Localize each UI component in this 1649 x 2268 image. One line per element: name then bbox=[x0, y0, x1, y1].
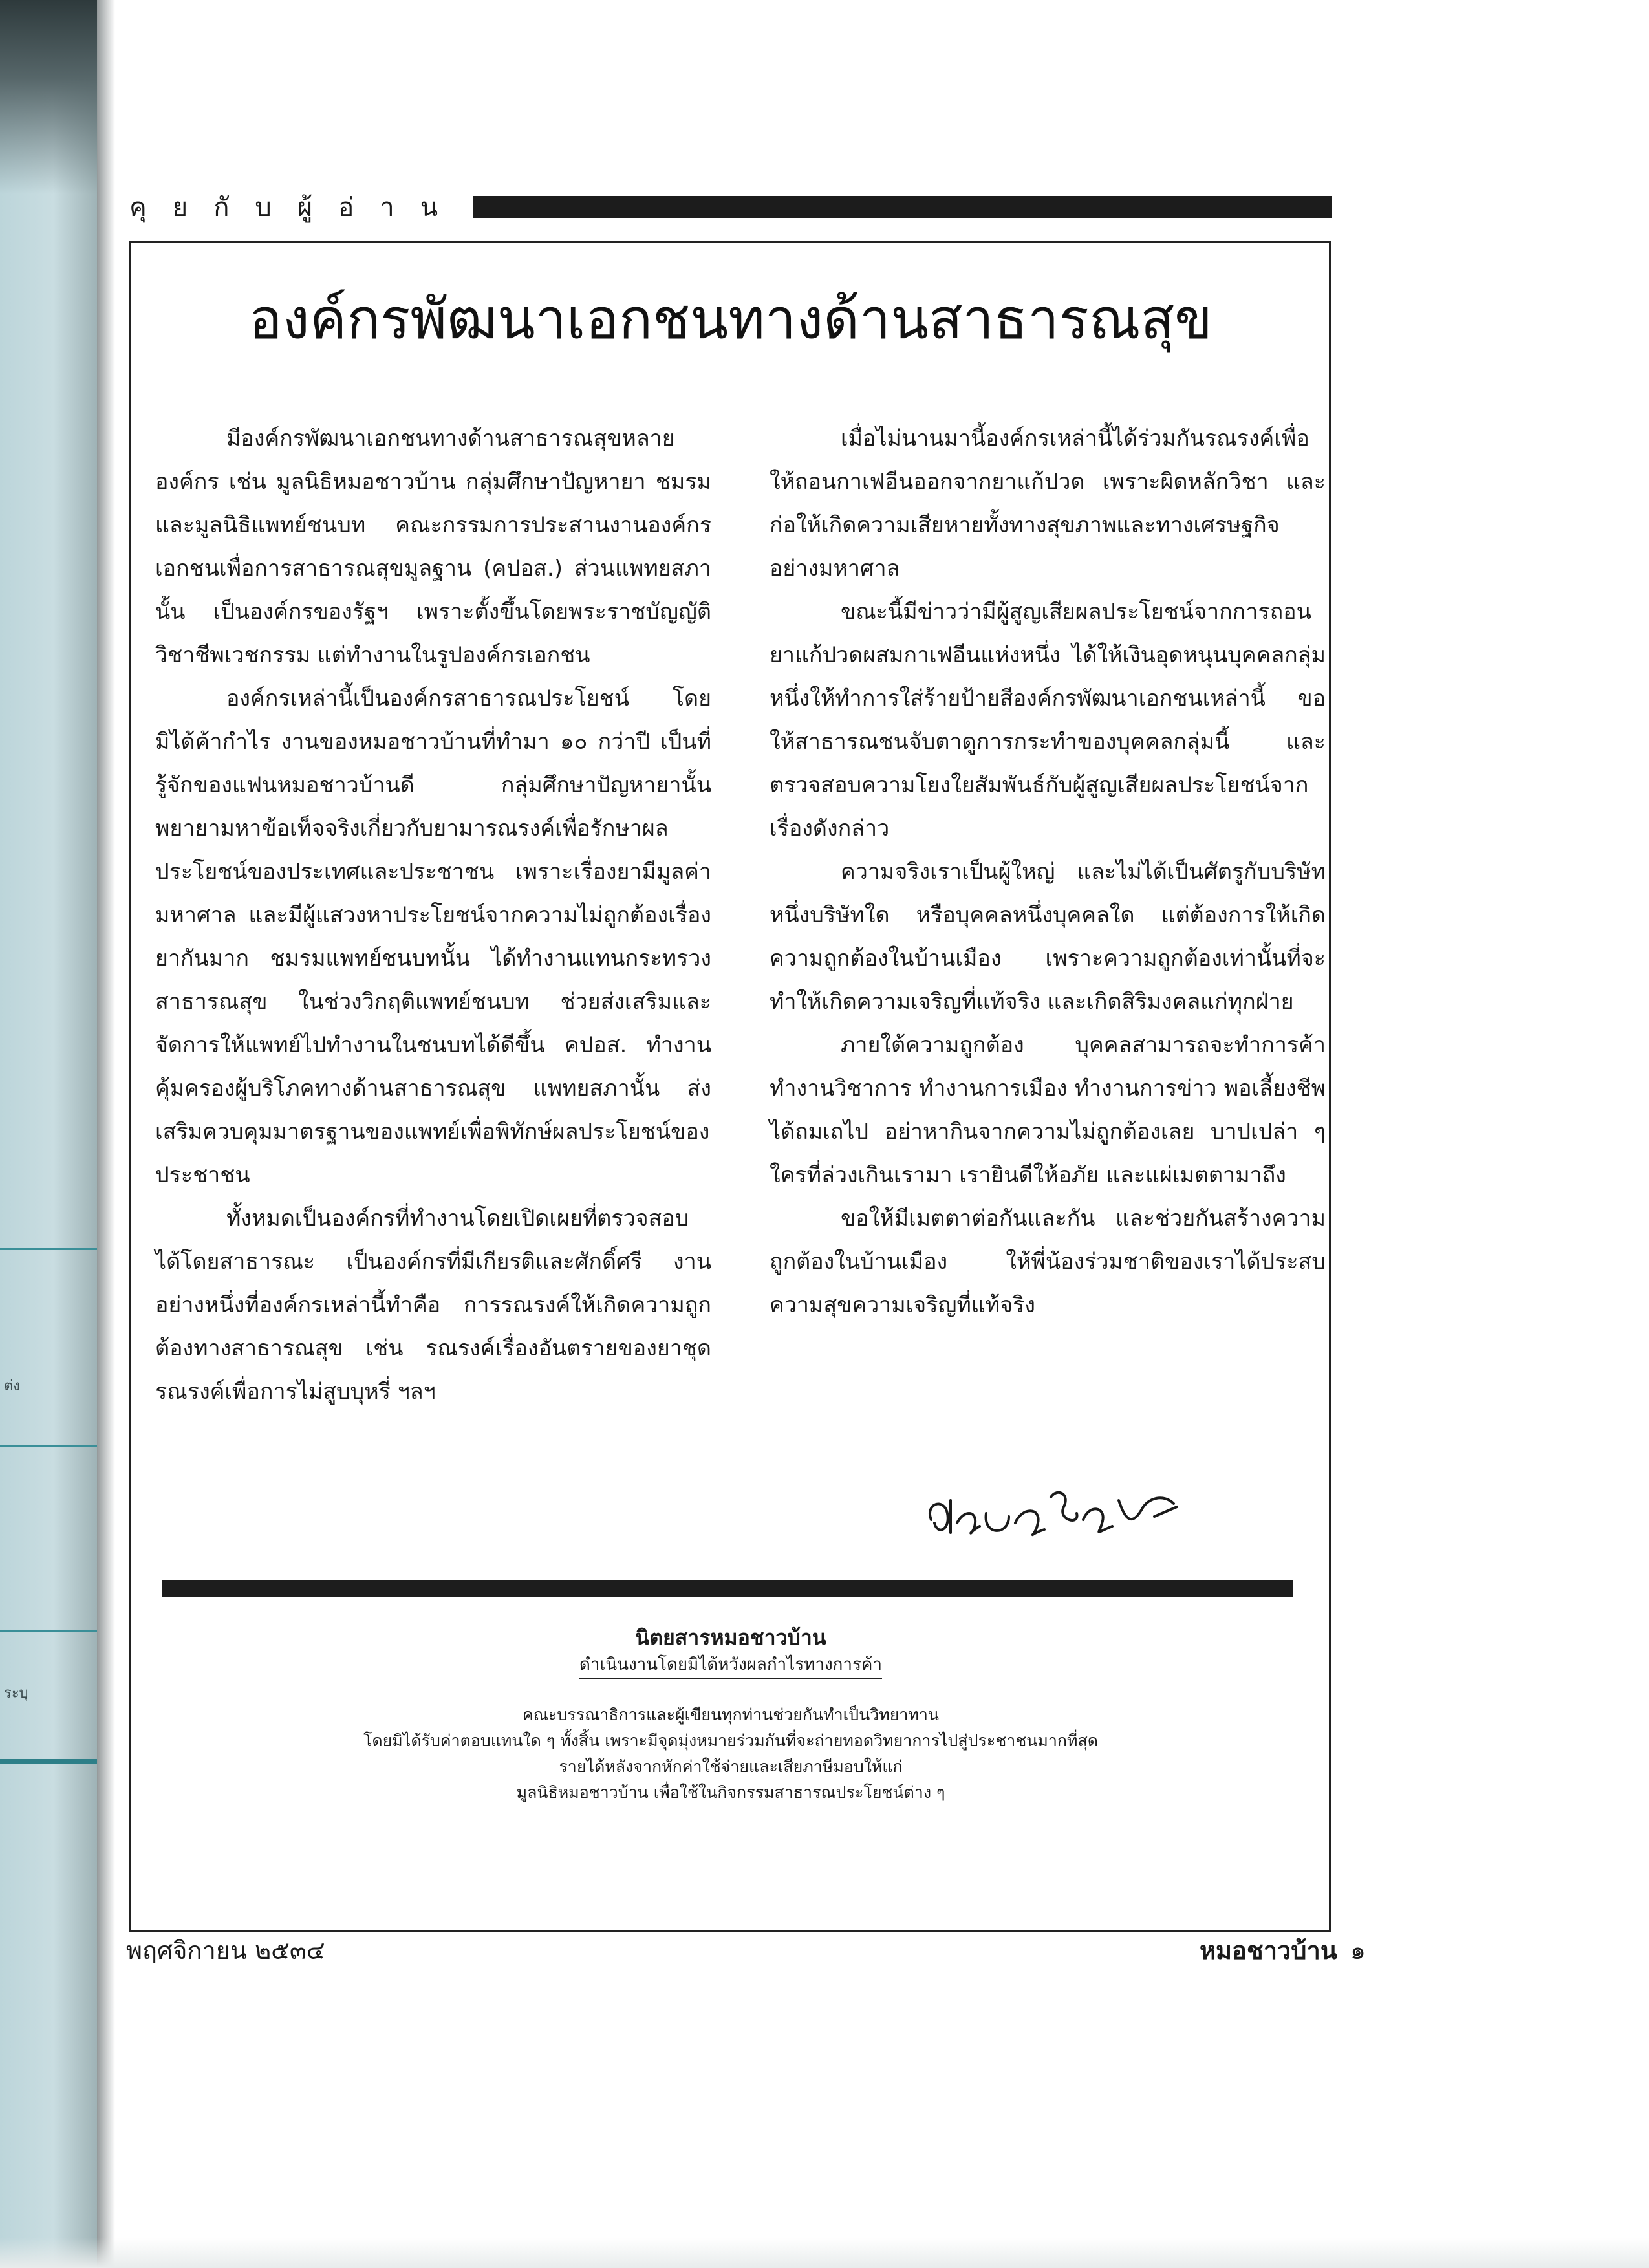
article-left-column bbox=[155, 417, 711, 1562]
scan-sliver-rule bbox=[0, 1630, 97, 1632]
scan-sliver-rule bbox=[0, 1248, 97, 1250]
section-label: คุยกับผู้อ่าน bbox=[129, 193, 464, 222]
page-number: ๑ bbox=[1350, 1936, 1366, 1965]
article-paragraph: มีองค์กรพัฒนาเอกชนทางด้านสาธารณสุขหลายองค์กร เช่น มูลนิธิหมอชาวบ้าน กลุ่มศึกษาปัญหายา ชมรมและมูลนิธิแพทย์ชนบท คณะกรรมการประสานงานองค์กรเอกชนเพื่อการสาธารณสุขมูลฐาน (คปอส.) ส่วนแพทยสภานั้น เป็นองค์กรของรัฐฯ เพราะตั้งขึ้นโดยพระราชบัญญัติวิชาชีพเวชกรรม แต่ทำงานในรูปองค์กรเอกชน bbox=[155, 426, 711, 668]
article-bottom-bar bbox=[162, 1580, 1293, 1597]
scan-sliver-rule bbox=[0, 1445, 97, 1447]
page-footer-right bbox=[1200, 1930, 1366, 1970]
colophon bbox=[155, 1623, 1306, 1806]
signature-stroke bbox=[930, 1493, 1177, 1535]
author-signature bbox=[918, 1474, 1190, 1546]
scan-left-edge bbox=[0, 0, 97, 2268]
scan-sliver-text: ระบุ bbox=[4, 1685, 28, 1701]
scan-bottom-edge bbox=[0, 2238, 1649, 2268]
scan-gutter-shadow bbox=[97, 0, 115, 2268]
footer-magazine-name: หมอชาวบ้าน bbox=[1200, 1936, 1337, 1965]
scan-sliver-rule bbox=[0, 1759, 97, 1764]
colophon-tagline: ดำเนินงานโดยมิได้หวังผลกำไรทางการค้า bbox=[579, 1652, 882, 1679]
article-title: องค์กรพัฒนาเอกชนทางด้านสาธารณสุข bbox=[249, 287, 1212, 352]
article-paragraph: ภายใต้ความถูกต้อง บุคคลสามารถจะทำการค้า ทำงานวิชาการ ทำงานการเมือง ทำงานการข่าว พอเลี้ยงชีพได้ถมเถไป อย่าหากินจากความไม่ถูกต้องเลย บาปเปล่า ๆ ใครที่ล่วงเกินเรามา เรายินดีให้อภัย และแผ่เมตตามาถึง bbox=[770, 1032, 1326, 1188]
article-paragraph: ความจริงเราเป็นผู้ใหญ่ และไม่ได้เป็นศัตรูกับบริษัทหนึ่งบริษัทใด หรือบุคคลหนึ่งบุคคลใด แต่ต้องการให้เกิดความถูกต้องในบ้านเมือง เพราะความถูกต้องเท่านั้นที่จะทำให้เกิดความเจริญที่แท้จริง และเกิดสิริมงคลแก่ทุกฝ่าย bbox=[770, 859, 1326, 1015]
article-paragraph: เมื่อไม่นานมานี้องค์กรเหล่านี้ได้ร่วมกันรณรงค์เพื่อให้ถอนกาเฟอีนออกจากยาแก้ปวด เพราะผิดหลักวิชา และก่อให้เกิดความเสียหายทั้งทางสุขภาพและทางเศรษฐกิจอย่างมหาศาล bbox=[770, 426, 1326, 581]
article-right-column bbox=[770, 417, 1326, 1452]
colophon-magazine-name: นิตยสารหมอชาวบ้าน bbox=[635, 1625, 826, 1650]
scan-sliver-text: ต่ง bbox=[4, 1378, 21, 1394]
section-header bbox=[129, 188, 1332, 226]
article-paragraph: ขอให้มีเมตตาต่อกันและกัน และช่วยกันสร้างความถูกต้องในบ้านเมือง ให้พี่น้องร่วมชาติของเราได้ประสบความสุขความเจริญที่แท้จริง bbox=[770, 1205, 1326, 1318]
colophon-line: รายได้หลังจากหักค่าใช้จ่ายและเสียภาษีมอบให้แก่ bbox=[559, 1757, 903, 1776]
section-header-bar bbox=[473, 196, 1332, 218]
article-paragraph: องค์กรเหล่านี้เป็นองค์กรสาธารณประโยชน์ โดยมิได้ค้ากำไร งานของหมอชาวบ้านที่ทำมา ๑๐ กว่าปี เป็นที่รู้จักของแฟนหมอชาวบ้านดี กลุ่มศึกษาปัญหายานั้น พยายามหาข้อเท็จจริงเกี่ยวกับยามารณรงค์เพื่อรักษาผลประโยชน์ของประเทศและประชาชน เพราะเรื่องยามีมูลค่ามหาศาล และมีผู้แสวงหาประโยชน์จากความไม่ถูกต้องเรื่องยากันมาก ชมรมแพทย์ชนบทนั้น ได้ทำงานแทนกระทรวงสาธารณสุข ในช่วงวิกฤติแพทย์ชนบท ช่วยส่งเสริมและจัดการให้แพทย์ไปทำงานในชนบทได้ดีขึ้น คปอส. ทำงานคุ้มครองผู้บริโภคทางด้านสาธารณสุข แพทยสภานั้น ส่งเสริมควบคุมมาตรฐานของแพทย์เพื่อพิทักษ์ผลประโยชน์ของประชาชน bbox=[155, 686, 711, 1188]
article-paragraph: ขณะนี้มีข่าวว่ามีผู้สูญเสียผลประโยชน์จากการถอนยาแก้ปวดผสมกาเฟอีนแห่งหนึ่ง ได้ให้เงินอุดหนุนบุคคลกลุ่มหนึ่งให้ทำการใส่ร้ายป้ายสีองค์กรพัฒนาเอกชนเหล่านี้ ขอให้สาธารณชนจับตาดูการกระทำของบุคคลกลุ่มนี้ และตรวจสอบความโยงใยสัมพันธ์กับผู้สูญเสียผลประโยชน์จากเรื่องดังกล่าว bbox=[770, 599, 1326, 841]
article-paragraph: ทั้งหมดเป็นองค์กรที่ทำงานโดยเปิดเผยที่ตรวจสอบได้โดยสาธารณะ เป็นองค์กรที่มีเกียรติและศักดิ์ศรี งานอย่างหนึ่งที่องค์กรเหล่านี้ทำคือ การรณรงค์ให้เกิดความถูกต้องทางสาธารณสุข เช่น รณรงค์เรื่องอันตรายของยาชุด รณรงค์เพื่อการไม่สูบบุหรี่ ฯลฯ bbox=[155, 1205, 711, 1405]
scan-dark-corner bbox=[0, 0, 97, 194]
colophon-line: โดยมิได้รับค่าตอบแทนใด ๆ ทั้งสิ้น เพราะมีจุดมุ่งหมายร่วมกันที่จะถ่ายทอดวิทยาการไปสู่ประชาชนมากที่สุด bbox=[363, 1731, 1099, 1750]
issue-date: พฤศจิกายน ๒๕๓๔ bbox=[126, 1936, 325, 1965]
colophon-line: มูลนิธิหมอชาวบ้าน เพื่อใช้ในกิจกรรมสาธารณประโยชน์ต่าง ๆ bbox=[516, 1783, 945, 1802]
colophon-line: คณะบรรณาธิการและผู้เขียนทุกท่านช่วยกันทำเป็นวิทยาทาน bbox=[523, 1705, 939, 1724]
